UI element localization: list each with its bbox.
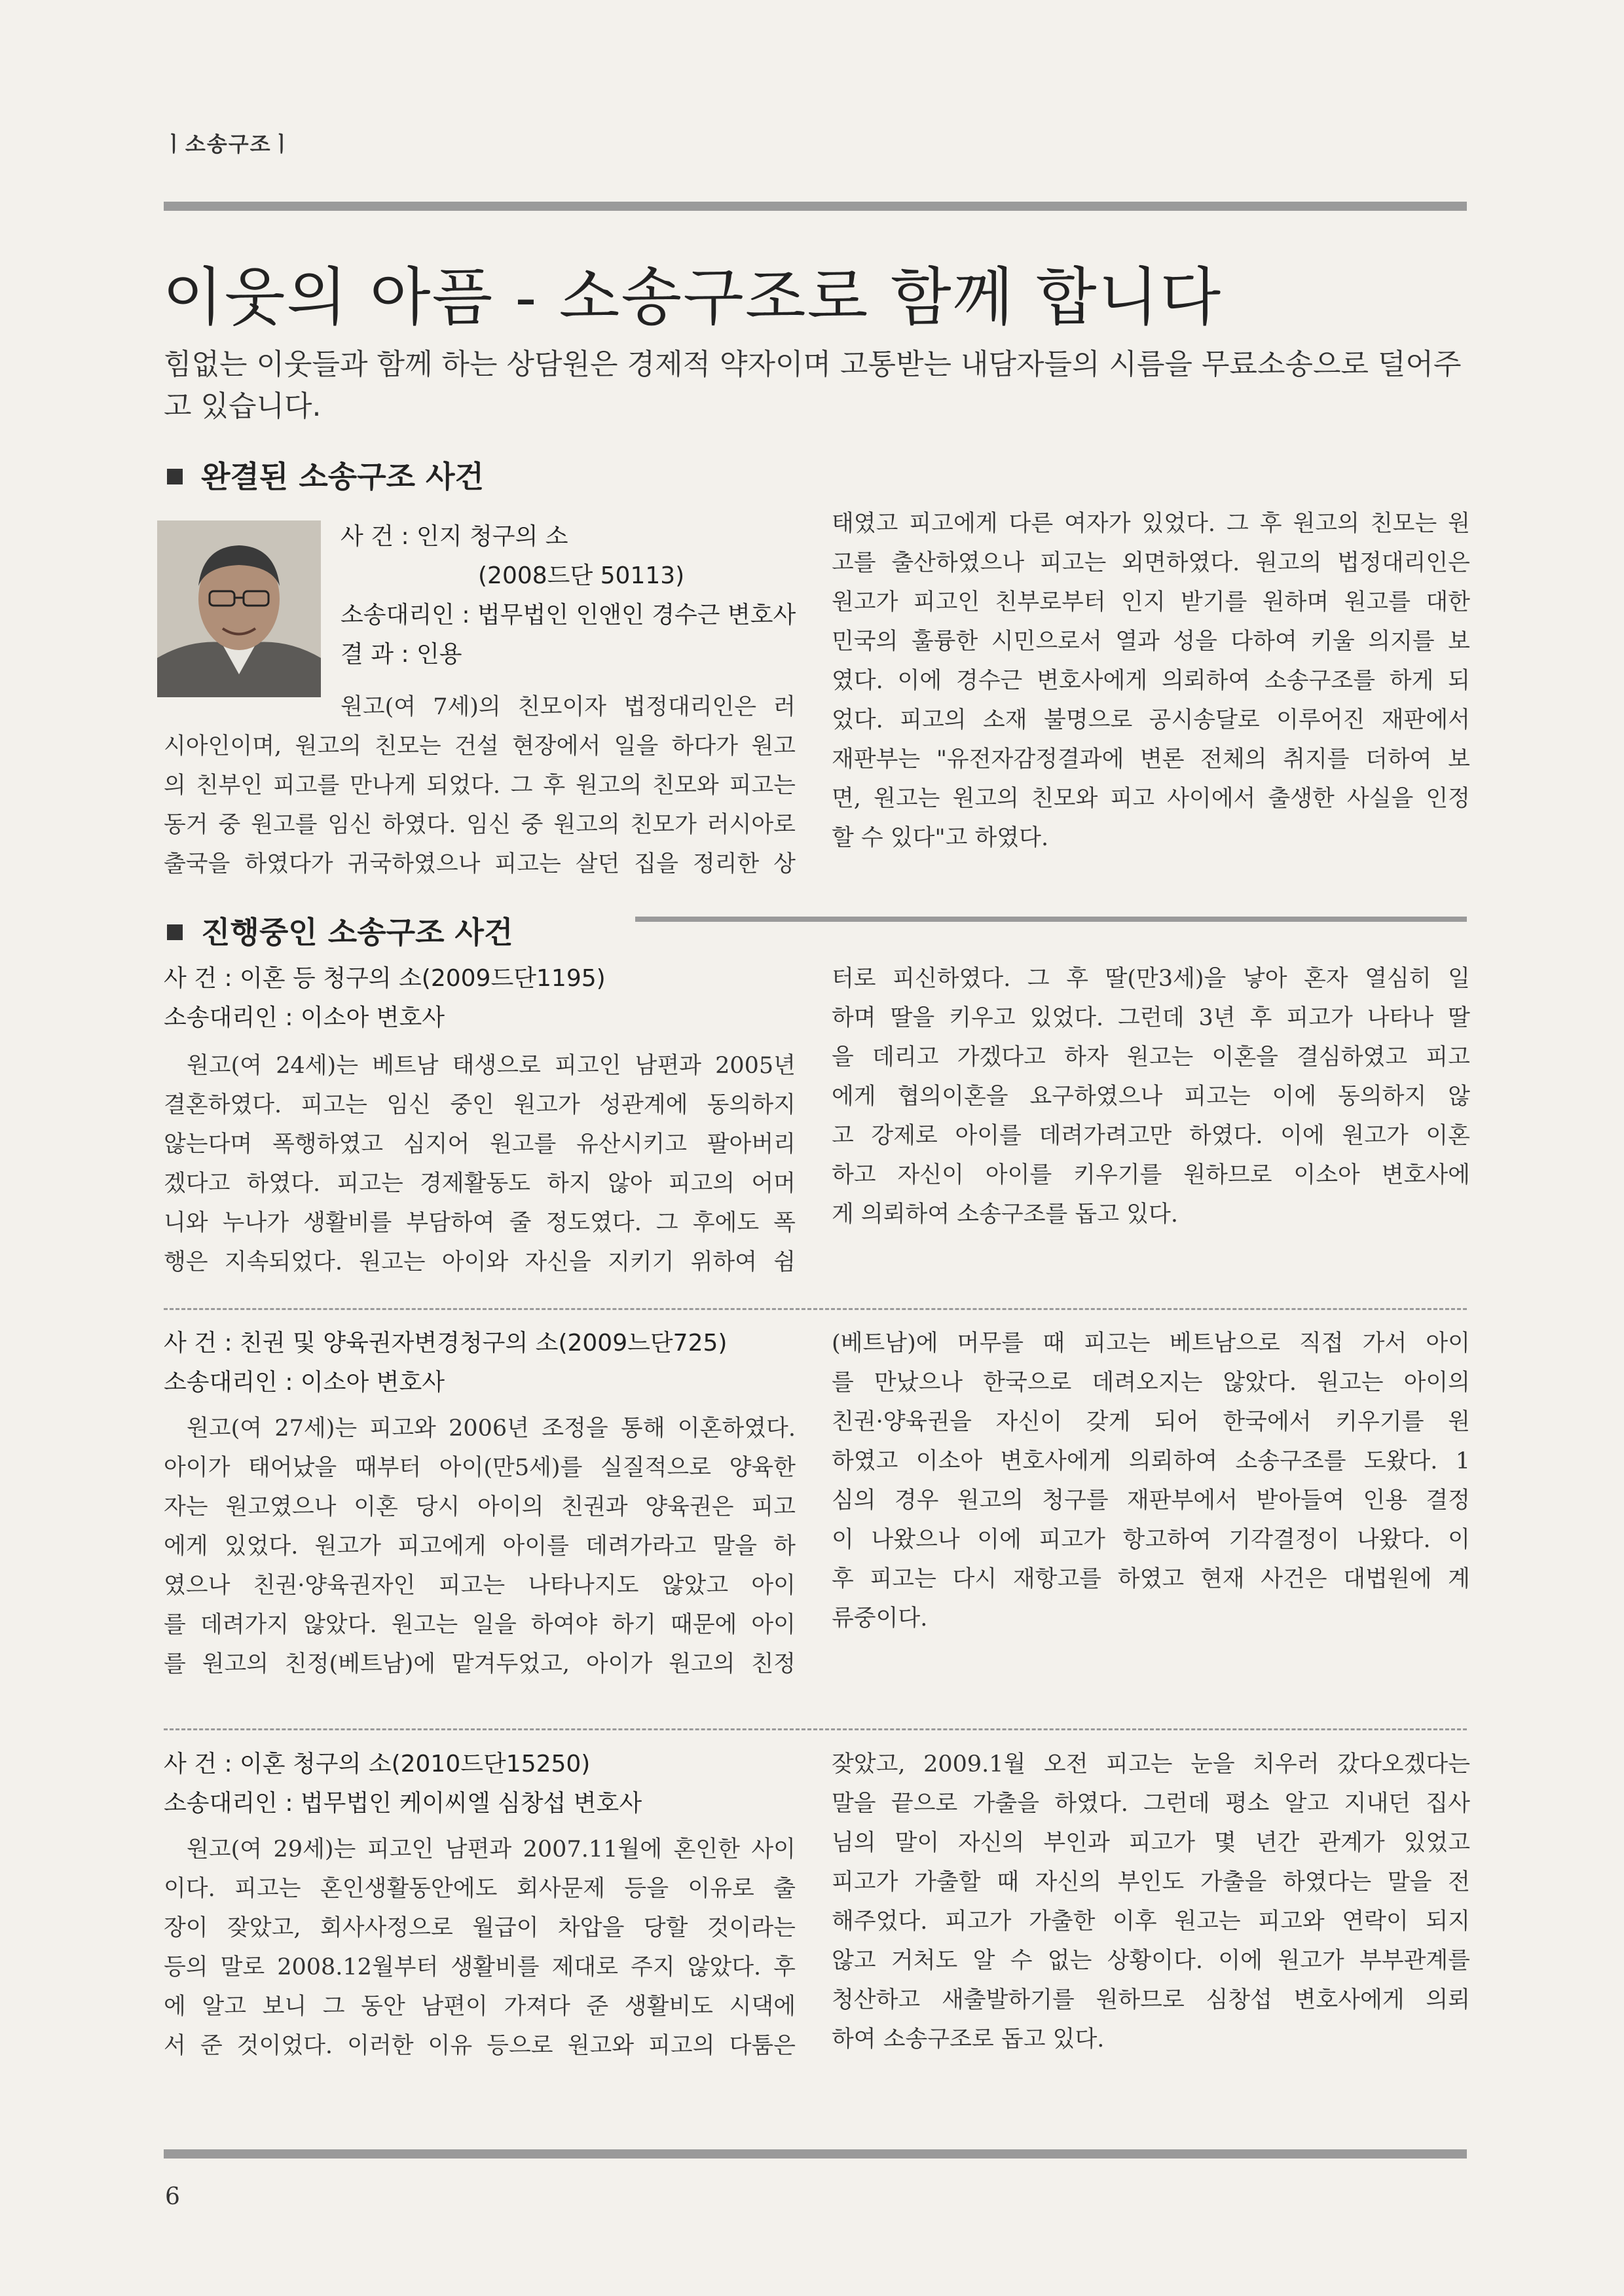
completed-case-info	[341, 517, 796, 674]
text-line: 를 데려가지 않았다. 원고는 일을 하여야 하기 때문에 아이	[164, 1612, 796, 1638]
text-line: 겠다고 하였다. 피고는 경제활동도 하지 않아 피고의 어머	[164, 1171, 796, 1197]
text-line: 면, 원고는 원고의 친모와 피고 사이에서 출생한 사실을 인정	[832, 786, 1470, 812]
text-line: 결혼하였다. 피고는 임신 중인 원고가 성관계에 동의하지	[164, 1092, 796, 1118]
ongoing-case2-text-left	[164, 1409, 796, 1684]
ongoing-case2-info	[164, 1324, 796, 1402]
text-line: 재판부는 "유전자감정결과에 변론 전체의 취지를 더하여 보	[832, 746, 1470, 773]
text-line: 자는 원고였으나 이혼 당시 아이의 친권과 양육권은 피고	[164, 1494, 796, 1520]
text-line: 친권·양육권을 자신이 갖게 되어 한국에서 키우기를 원	[832, 1409, 1470, 1435]
text-line: 출국을 하였다가 귀국하였으나 피고는 살던 집을 정리한 상	[164, 851, 796, 877]
text-line: 피고가 가출할 때 자신의 부인도 가출을 하였다는 말을 전	[832, 1869, 1470, 1895]
text-line: 않는다며 폭행하였고 심지어 원고를 유산시키고 팔아버리	[164, 1131, 796, 1157]
text-line: 고 강제로 아이를 데려가려고만 하였다. 이에 원고가 이혼	[832, 1123, 1470, 1149]
completed-heading-text: 완결된 소송구조 사건	[201, 459, 484, 494]
text-line: 고를 출산하였으나 피고는 외면하였다. 원고의 법정대리인은	[832, 550, 1470, 576]
text-line: 님의 말이 자신의 부인과 피고가 몇 년간 관계가 있었고	[832, 1830, 1470, 1856]
case-divider	[164, 1308, 1467, 1310]
text-line: 었다. 피고의 소재 불명으로 공시송달로 이루어진 재판에서	[832, 707, 1470, 733]
case-label: 사 건 :	[164, 1330, 232, 1357]
page-title: 이웃의 아픔 - 소송구조로 함께 합니다	[162, 261, 1223, 334]
agent-value: 이소아 변호사	[300, 1004, 445, 1031]
text-line: 류중이다.	[832, 1605, 928, 1631]
agent-label: 소송대리인 :	[164, 1369, 293, 1396]
text-line: 였다. 이에 경수근 변호사에게 의뢰하여 소송구조를 하게 되	[832, 668, 1470, 694]
intro-text: 힘없는 이웃들과 함께 하는 상담원은 경제적 약자이며 고통받는 내담자들의 시름을 무료소송으로 덜어주고 있습니다.	[164, 348, 1462, 423]
text-line: 원고가 피고인 친부로부터 인지 받기를 원하며 원고를 대한	[832, 589, 1470, 615]
text-line: 장이 잦았고, 회사사정으로 월급이 차압을 당할 것이라는	[164, 1915, 796, 1941]
case-divider	[164, 1728, 1467, 1730]
completed-heading	[167, 453, 484, 496]
square-bullet-icon	[167, 469, 183, 484]
agent-label: 소송대리인 :	[341, 602, 470, 629]
bottom-rule	[164, 2149, 1467, 2159]
text-line: 를 만났으나 한국으로 데려오지는 않았다. 원고는 아이의	[832, 1370, 1470, 1396]
text-line: 하여 소송구조로 돕고 있다.	[832, 2026, 1105, 2052]
text-line: 이다. 피고는 혼인생활동안에도 회사문제 등을 이유로 출	[164, 1876, 796, 1902]
text-line: 하고 자신이 아이를 키우기를 원하므로 이소아 변호사에	[832, 1162, 1470, 1188]
ongoing-heading	[167, 909, 513, 952]
text-line: 않고 거처도 알 수 없는 상황이다. 이에 원고가 부부관계를	[832, 1948, 1470, 1974]
case-value: 친권 및 양육권자변경청구의 소(2009느단725)	[240, 1330, 728, 1357]
text-line: 을 데리고 가겠다고 하자 원고는 이혼을 결심하였고 피고	[832, 1044, 1470, 1070]
square-bullet-icon	[167, 924, 183, 940]
lawyer-photo	[157, 520, 321, 697]
top-rule	[164, 202, 1467, 211]
text-line: 이 나왔으나 이에 피고가 항고하여 기각결정이 나왔다. 이	[832, 1527, 1470, 1553]
lawyer-photo-image	[157, 520, 321, 697]
case-label: 사 건 :	[164, 965, 232, 992]
text-line: 원고(여 29세)는 피고인 남편과 2007.11월에 혼인한 사이	[187, 1836, 796, 1863]
text-line: 말을 끝으로 가출을 하였다. 그런데 평소 알고 지내던 집사	[832, 1791, 1470, 1817]
section-label: ㅣ소송구조ㅣ	[164, 132, 293, 156]
text-line: 니와 누나가 생활비를 부담하여 줄 정도였다. 그 후에도 폭	[164, 1210, 796, 1236]
ongoing-case1-text-left	[164, 1046, 796, 1282]
result-value: 인용	[416, 641, 462, 668]
text-line: 하며 딸을 키우고 있었다. 그런데 3년 후 피고가 나타나 딸	[832, 1005, 1470, 1031]
ongoing-case3-text-left	[164, 1830, 796, 2066]
text-line: 할 수 있다"고 하였다.	[832, 825, 1049, 851]
text-line: 심의 경우 원고의 청구를 재판부에서 받아들여 인용 결정	[832, 1487, 1470, 1514]
text-line: 민국의 훌륭한 시민으로서 열과 성을 다하여 키울 의지를 보	[832, 629, 1470, 655]
text-line: 원고(여 27세)는 피고와 2006년 조정을 통해 이혼하였다.	[187, 1415, 796, 1442]
ongoing-case1-info	[164, 959, 796, 1038]
text-line: 아이가 태어났을 때부터 아이(만5세)를 실질적으로 양육한	[164, 1455, 796, 1481]
text-line: 게 의뢰하여 소송구조를 돕고 있다.	[832, 1201, 1178, 1228]
text-line: 였으나 친권·양육권자인 피고는 나타나지도 않았고 아이	[164, 1573, 796, 1599]
case-label: 사 건 :	[164, 1751, 232, 1777]
text-line: 청산하고 새출발하기를 원하므로 심창섭 변호사에게 의뢰	[832, 1987, 1470, 2013]
agent-label: 소송대리인 :	[164, 1790, 293, 1817]
ongoing-case2-text-right	[832, 1324, 1470, 1638]
text-line: 터로 피신하였다. 그 후 딸(만3세)을 낳아 혼자 열심히 일	[832, 966, 1470, 992]
ongoing-case3-info	[164, 1745, 796, 1823]
page-number: 6	[165, 2183, 180, 2210]
case-value: 이혼 등 청구의 소(2009드단1195)	[240, 965, 606, 992]
text-line: 해주었다. 피고가 가출한 이후 원고는 피고와 연락이 되지	[832, 1908, 1470, 1935]
text-line: 등의 말로 2008.12월부터 생활비를 제대로 주지 않았다. 후	[164, 1954, 796, 1980]
case-number: (2008드단 50113)	[478, 562, 685, 589]
text-line: 시아인이며, 원고의 친모는 건설 현장에서 일을 하다가 원고	[164, 733, 796, 759]
text-line: 에 알고 보니 그 동안 남편이 가져다 준 생활비도 시댁에	[164, 1994, 796, 2020]
agent-value: 이소아 변호사	[300, 1369, 445, 1396]
ongoing-case3-text-right	[832, 1745, 1470, 2059]
text-line: 원고(여 24세)는 베트남 태생으로 피고인 남편과 2005년	[187, 1053, 796, 1079]
case-label: 사 건 :	[341, 523, 409, 550]
text-line: 잦았고, 2009.1월 오전 피고는 눈을 치우러 갔다오겠다는	[832, 1751, 1470, 1777]
text-line: 행은 지속되었다. 원고는 아이와 자신을 지키기 위하여 쉼	[164, 1249, 796, 1275]
completed-case-text-left	[164, 687, 796, 884]
agent-value: 법무법인 케이씨엘 심창섭 변호사	[300, 1790, 642, 1817]
ongoing-case1-text-right	[832, 959, 1470, 1234]
agent-value: 법무법인 인앤인 경수근 변호사	[477, 602, 796, 629]
text-line: 원고(여 7세)의 친모이자 법정대리인은 러	[341, 694, 796, 720]
case-value: 이혼 청구의 소(2010드단15250)	[240, 1751, 591, 1777]
text-line: 에게 있었다. 원고가 피고에게 아이를 데려가라고 말을 하	[164, 1533, 796, 1559]
text-line: 후 피고는 다시 재항고를 하였고 현재 사건은 대법원에 계	[832, 1566, 1470, 1592]
text-line: 에게 협의이혼을 요구하였으나 피고는 이에 동의하지 않	[832, 1084, 1470, 1110]
case-value: 인지 청구의 소	[416, 523, 568, 550]
section-rule	[635, 917, 1467, 922]
ongoing-heading-text: 진행중인 소송구조 사건	[201, 915, 513, 950]
text-line: 태였고 피고에게 다른 여자가 있었다. 그 후 원고의 친모는 원	[832, 511, 1470, 537]
text-line: 를 원고의 친정(베트남)에 맡겨두었고, 아이가 원고의 친정	[164, 1651, 796, 1677]
result-label: 결 과 :	[341, 641, 409, 668]
text-line: 동거 중 원고를 임신 하였다. 임신 중 원고의 친모가 러시아로	[164, 812, 796, 838]
text-line: (베트남)에 머무를 때 피고는 베트남으로 직접 가서 아이	[832, 1330, 1470, 1357]
text-line: 하였고 이소아 변호사에게 의뢰하여 소송구조를 도왔다. 1	[832, 1448, 1470, 1474]
agent-label: 소송대리인 :	[164, 1004, 293, 1031]
text-line: 서 준 것이었다. 이러한 이유 등으로 원고와 피고의 다툼은	[164, 2033, 796, 2059]
text-line: 의 친부인 피고를 만나게 되었다. 그 후 원고의 친모와 피고는	[164, 773, 796, 799]
completed-case-text-right	[832, 504, 1470, 858]
